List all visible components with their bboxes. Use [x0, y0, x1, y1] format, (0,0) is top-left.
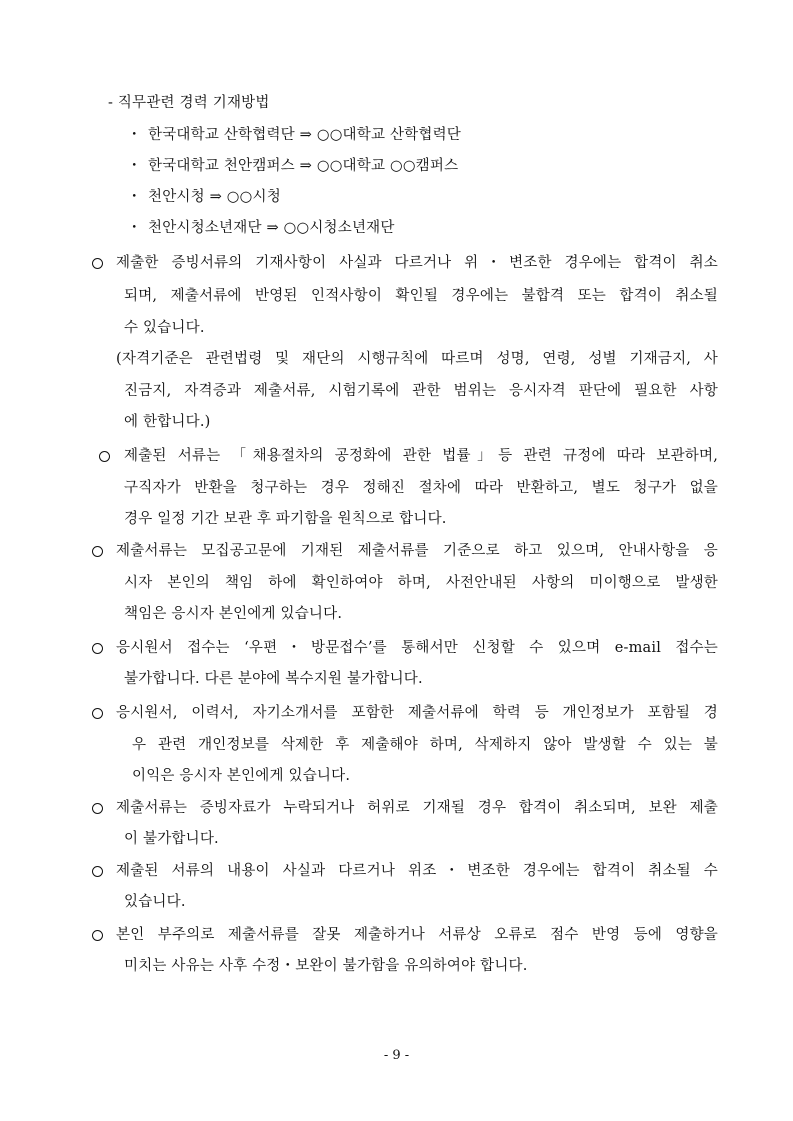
notice-line: 수 있습니다. [124, 320, 205, 336]
notice-line: 제출한 증빙서류의 기재사항이 사실과 다르거나 위・변조한 경우에는 합격이 취소 [116, 255, 718, 271]
bullet-dot: ・ [127, 158, 142, 174]
notice-line: 본인 부주의로 제출서류를 잘못 제출하거나 서류상 오류로 점수 반영 등에 영향을 [116, 927, 718, 943]
bullet-dot: ・ [127, 220, 142, 236]
notice-line: 미치는 사유는 사후 수정・보완이 불가함을 유의하여야 합니다. [124, 958, 528, 974]
bullet-dot: ・ [127, 127, 142, 143]
career-heading: - 직무관련 경력 기재방법 [108, 95, 270, 111]
notice-line: 책임은 응시자 본인에게 있습니다. [124, 606, 343, 622]
notice-line: 제출서류는 모집공고문에 기재된 제출서류를 기준으로 하고 있으며, 안내사항을 응 [116, 543, 718, 559]
notice-line: 제출된 서류의 내용이 사실과 다르거나 위조・변조한 경우에는 합격이 취소될 수 [116, 863, 718, 879]
notice-line: 불가합니다. 다른 분야에 복수지원 불가합니다. [124, 671, 423, 687]
career-example: 한국대학교 산학협력단 ⇒ ○○대학교 산학협력단 [148, 127, 462, 143]
career-example: 천안시청 ⇒ ○○시청 [148, 189, 281, 205]
notice-line: 응시원서, 이력서, 자기소개서를 포함한 제출서류에 학력 등 개인정보가 포함될 경 [116, 705, 718, 721]
page-number: - 9 - [383, 1048, 410, 1063]
circle-bullet-icon [92, 546, 103, 557]
circle-bullet-icon [92, 930, 103, 941]
bullet-dot: ・ [127, 189, 142, 205]
circle-bullet-icon [92, 643, 103, 654]
notice-line: 응시원서 접수는 ‘우편・방문접수’를 통해서만 신청할 수 있으며 e-mail 접수는 [116, 640, 718, 656]
circle-bullet-icon [92, 803, 103, 814]
notice-line: 구직자가 반환을 청구하는 경우 정해진 절차에 따라 반환하고, 별도 청구가 없을 [124, 480, 718, 496]
notice-line: 제출된 서류는 「채용절차의 공정화에 관한 법률」등 관련 규정에 따라 보관하며, [124, 448, 718, 464]
note-line: 에 한합니다.) [124, 414, 211, 430]
notice-line: 경우 일정 기간 보관 후 파기함을 원칙으로 합니다. [124, 511, 447, 527]
notice-line: 있습니다. [124, 894, 186, 910]
circle-bullet-icon [92, 258, 103, 269]
circle-bullet-icon [99, 451, 110, 462]
notice-line: 이익은 응시자 본인에게 있습니다. [132, 768, 351, 784]
notice-line: 우 관련 개인정보를 삭제한 후 제출해야 하며, 삭제하지 않아 발생할 수 있는 불 [132, 737, 718, 753]
career-example: 한국대학교 천안캠퍼스 ⇒ ○○대학교 ○○캠퍼스 [148, 158, 459, 174]
career-example: 천안시청소년재단 ⇒ ○○시청소년재단 [148, 220, 395, 236]
note-line: (자격기준은 관련법령 및 재단의 시행규칙에 따르며 성명, 연령, 성별 기재금지, 사 [116, 351, 718, 367]
notice-line: 이 불가합니다. [124, 831, 219, 847]
circle-bullet-icon [92, 866, 103, 877]
notice-line: 시자 본인의 책임 하에 확인하여야 하며, 사전안내된 사항의 미이행으로 발생한 [124, 575, 718, 591]
circle-bullet-icon [92, 708, 103, 719]
notice-line: 제출서류는 증빙자료가 누락되거나 허위로 기재될 경우 합격이 취소되며, 보완 제출 [116, 800, 718, 816]
notice-line: 되며, 제출서류에 반영된 인적사항이 확인될 경우에는 불합격 또는 합격이 취소될 [124, 288, 718, 304]
note-line: 진금지, 자격증과 제출서류, 시험기록에 관한 범위는 응시자격 판단에 필요한 사항 [124, 383, 718, 399]
